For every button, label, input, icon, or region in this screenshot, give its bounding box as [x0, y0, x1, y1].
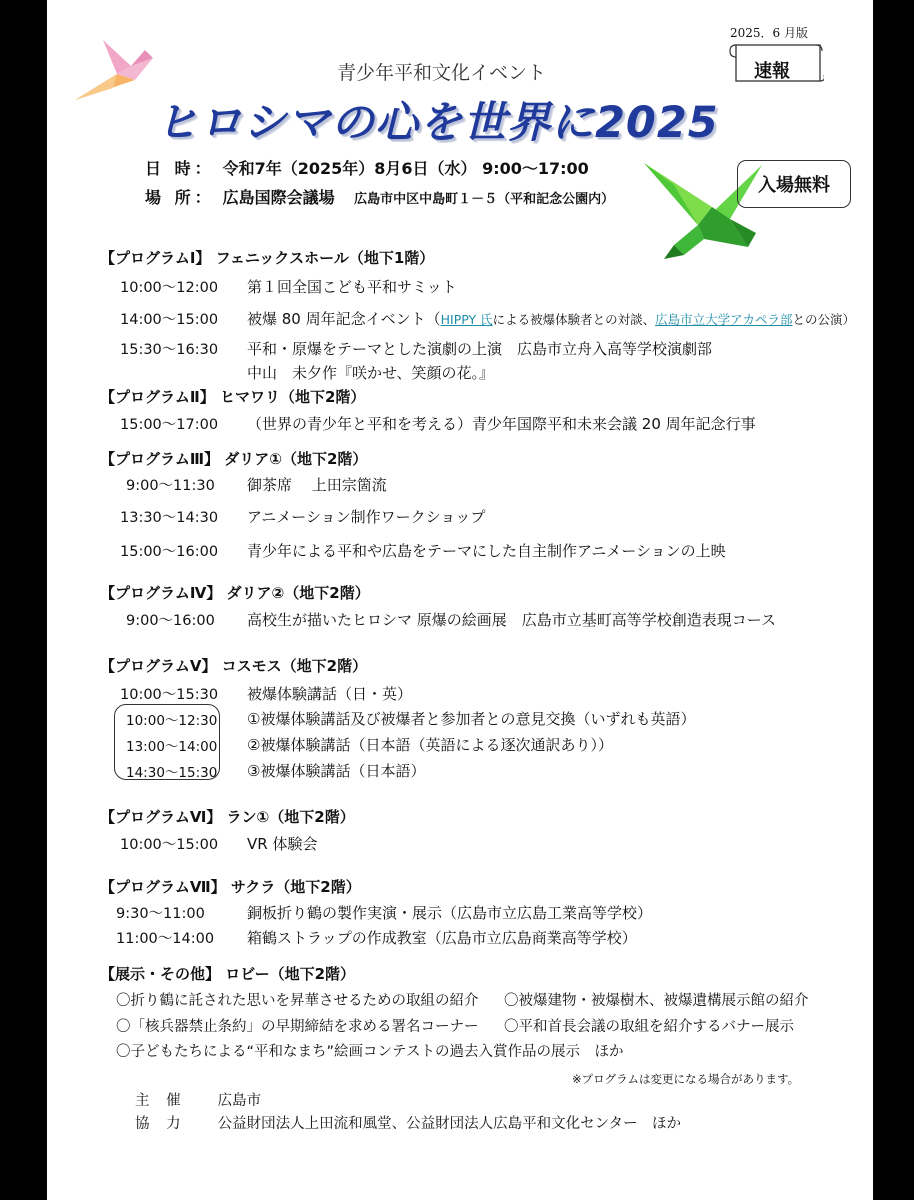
- program-1-time-2: 14:00～15:00: [120, 312, 219, 328]
- program-3-desc-2: アニメーション制作ワークショップ: [247, 508, 486, 526]
- program-2-header: 【プログラムⅡ】 ヒマワリ（地下2階）: [100, 388, 366, 406]
- hippy-link[interactable]: HIPPY 氏: [440, 312, 493, 327]
- exhibit-item: 〇折り鶴に託された思いを昇華させるための取組の紹介: [116, 993, 479, 1009]
- host-label: 主 催: [135, 1093, 187, 1109]
- datetime-row: [145, 156, 589, 179]
- program-2-time-1: 15:00～17:00: [120, 417, 219, 433]
- coop-row: [135, 1112, 681, 1133]
- event-subtitle: 青少年平和文化イベント: [337, 62, 547, 84]
- exhibit-item: 〇「核兵器禁止条約」の早期締結を求める署名コーナー: [116, 1019, 479, 1035]
- paper-crane-pink-icon: [73, 36, 157, 106]
- program-3-header: 【プログラムⅢ】 ダリア①（地下2階）: [100, 450, 368, 468]
- program-5-header: 【プログラムⅤ】 コスモス（地下2階）: [100, 657, 368, 675]
- place-address: 広島市中区中島町１－５（平和記念公園内）: [354, 192, 615, 207]
- program-5-desc-4: ③被爆体験講話（日本語）: [247, 762, 426, 780]
- program-3-time-3: 15:00～16:00: [120, 544, 219, 560]
- coop-value: 公益財団法人上田流和風堂、公益財団法人広島平和文化センター ほか: [217, 1116, 682, 1132]
- place-value: 広島国際会議場: [222, 188, 335, 207]
- breaking-news-badge: 速報: [754, 61, 790, 82]
- program-5-time-4: 14:30～15:30: [126, 765, 218, 781]
- program-5-desc-3: ②被爆体験講話（日本語（英語による逐次通訳あり））: [247, 736, 613, 754]
- free-admission-badge: 入場無料: [737, 160, 851, 208]
- datetime-value: 令和7年（2025年）8月6日（水） 9:00～17:00: [222, 159, 589, 178]
- host-row: [135, 1089, 261, 1110]
- program-4-time-1: 9:00～16:00: [126, 613, 215, 629]
- program-1-desc-3: 平和・原爆をテーマとした演劇の上演 広島市立舟入高等学校演劇部: [247, 340, 713, 358]
- acapella-link[interactable]: 広島市立大学アカペラ部: [655, 312, 793, 327]
- program-7-time-1: 9:30～11:00: [116, 906, 205, 922]
- program-6-desc-1: VR 体験会: [247, 835, 318, 853]
- program-7-header: 【プログラムⅦ】 サクラ（地下2階）: [100, 878, 361, 896]
- place-label: 場 所：: [145, 188, 215, 207]
- datetime-label: 日 時：: [145, 159, 215, 178]
- exhibit-item: 〇子どもたちによる“平和なまち”絵画コンテストの過去入賞作品の展示 ほか: [116, 1044, 624, 1060]
- program-3-desc-1: 御茶席 上田宗箇流: [247, 476, 387, 494]
- program-5-desc-1: 被爆体験講話（日・英）: [247, 685, 413, 703]
- program-1-desc-2: 被爆 80 周年記念イベント（HIPPY 氏による被爆体験者との対談、広島市立大学アカペラ部との公演）: [247, 310, 856, 328]
- program-1-desc-1: 第１回全国こども平和サミット: [247, 278, 457, 296]
- edition-label: 2025．6 月版: [730, 26, 808, 40]
- disclaimer-note: ※プログラムは変更になる場合があります。: [572, 1072, 800, 1086]
- event-title: ヒロシマの心を世界に2025: [155, 98, 719, 148]
- program-2-desc-1: （世界の青少年と平和を考える）青少年国際平和未来会議 20 周年記念行事: [247, 415, 756, 433]
- exhibit-item: 〇被爆建物・被爆樹木、被爆遺構展示館の紹介: [504, 993, 809, 1009]
- program-5-time-2: 10:00～12:30: [126, 713, 218, 729]
- program-7-time-2: 11:00～14:00: [116, 931, 215, 947]
- program-3-time-2: 13:30～14:30: [120, 510, 219, 526]
- program-4-header: 【プログラムⅣ】 ダリア②（地下2階）: [100, 584, 370, 602]
- program-3-desc-3: 青少年による平和や広島をテーマにした自主制作アニメーションの上映: [247, 542, 726, 560]
- program-5-time-1: 10:00～15:30: [120, 687, 219, 703]
- program-7-desc-2: 箱鶴ストラップの作成教室（広島市立広島商業高等学校）: [247, 929, 637, 947]
- program-5-time-3: 13:00～14:00: [126, 739, 218, 755]
- program-6-header: 【プログラムⅥ】 ラン①（地下2階）: [100, 808, 355, 826]
- program-3-time-1: 9:00～11:30: [126, 478, 215, 494]
- place-row: [145, 185, 614, 208]
- program-4-desc-1: 高校生が描いたヒロシマ 原爆の絵画展 広島市立基町高等学校創造表現コース: [247, 611, 777, 629]
- program-7-desc-1: 銅板折り鶴の製作実演・展示（広島市立広島工業高等学校）: [247, 904, 653, 922]
- program-1-time-3: 15:30～16:30: [120, 342, 219, 358]
- coop-label: 協 力: [135, 1116, 187, 1132]
- program-6-time-1: 10:00～15:00: [120, 837, 219, 853]
- program-1-desc-3b: 中山 未夕作『咲かせ、笑顔の花。』: [247, 364, 495, 382]
- program-5-desc-2: ①被爆体験講話及び被爆者と参加者との意見交換（いずれも英語）: [247, 710, 696, 728]
- program-1-time-1: 10:00～12:00: [120, 280, 219, 296]
- flyer-page: [47, 0, 873, 1200]
- program-1-header: 【プログラムⅠ】 フェニックスホール（地下1階）: [100, 249, 435, 267]
- host-value: 広島市: [217, 1093, 262, 1109]
- exhibits-header: 【展示・その他】 ロビー（地下2階）: [100, 965, 356, 983]
- exhibit-item: 〇平和首長会議の取組を紹介するバナー展示: [504, 1019, 794, 1035]
